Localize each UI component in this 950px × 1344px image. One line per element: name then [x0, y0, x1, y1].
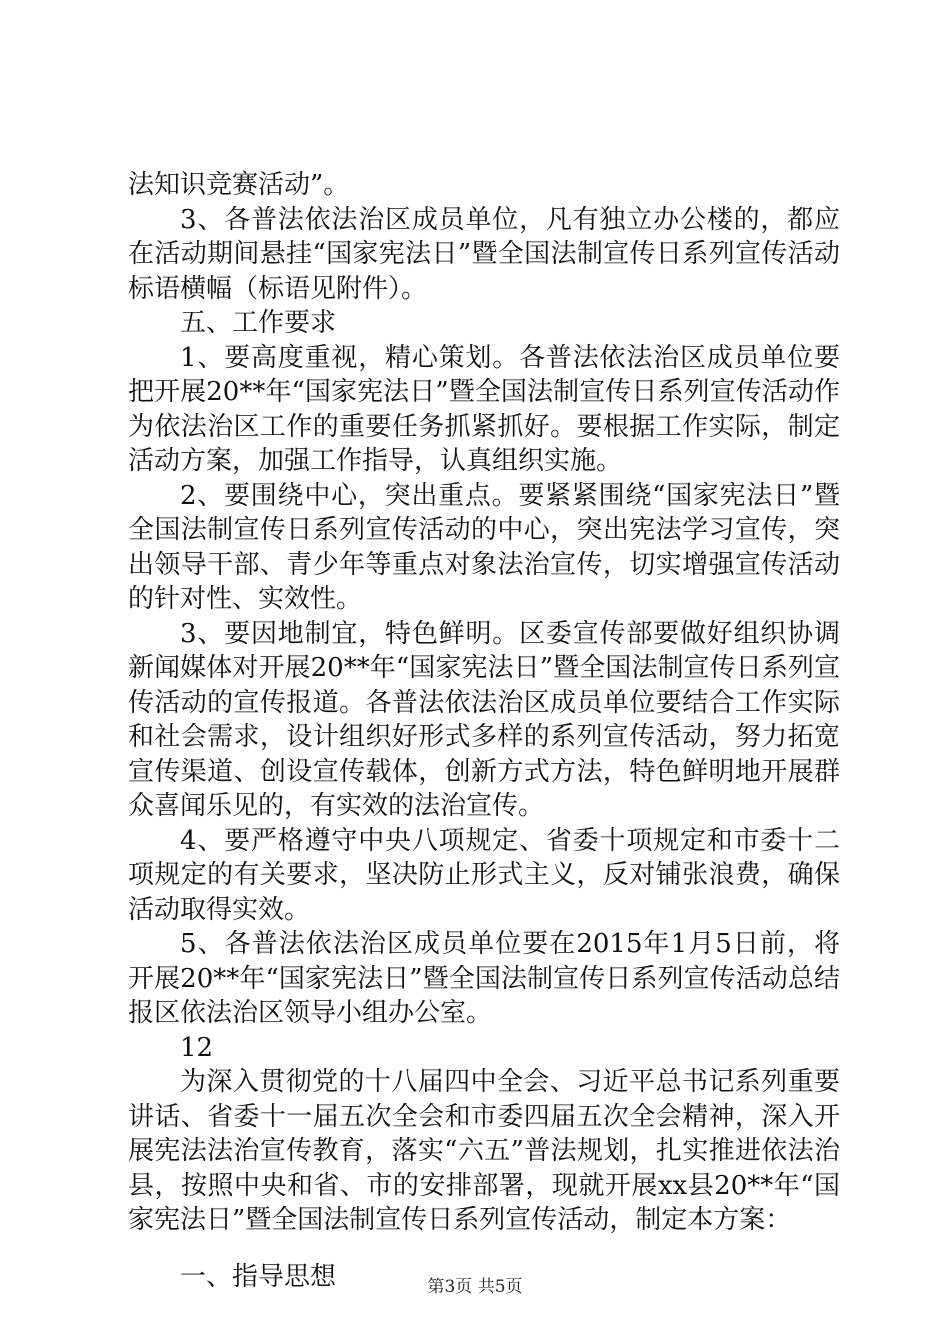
paragraph-number-12: 12	[180, 1032, 214, 1063]
paragraph-item-3-banners: 3、各普法依法治区成员单位，凡有独立办公楼的，都应在活动期间悬挂“国家宪法日”暨全国法制宣传日系列宣传活动标语横幅（标语见附件）。	[128, 204, 840, 304]
paragraph-continuation: 法知识竞赛活动”。	[128, 170, 350, 200]
paragraph-requirement-2: 2、要围绕中心，突出重点。要紧紧围绕“国家宪法日”暨全国法制宣传日系列宣传活动的中心，突出宪法学习宣传，突出领导干部、青少年等重点对象法治宣传，切实增强宣传活动的针对性、实效性。	[128, 480, 840, 614]
paragraph-requirement-1: 1、要高度重视，精心策划。各普法依法治区成员单位要把开展20**年“国家宪法日”暨全国法制宣传日系列宣传活动作为依法治区工作的重要任务抓紧抓好。要根据工作实际，制定活动方案，加强工作指导，认真组织实施。	[128, 342, 840, 476]
paragraph-requirement-3: 3、要因地制宜，特色鲜明。区委宣传部要做好组织协调新闻媒体对开展20**年“国家宪法日”暨全国法制宣传日系列宣传活动的宣传报道。各普法依法治区成员单位要结合工作实际和社会需求，设计组织好形式多样的系列宣传活动，努力拓宽宣传渠道、创设宣传载体，创新方式方法，特色鲜明地开展群众喜闻乐见的，有实效的法治宣传。	[128, 618, 840, 821]
paragraph-intro: 为深入贯彻党的十八届四中全会、习近平总书记系列重要讲话、省委十一届五次全会和市委四届五次全会精神，深入开展宪法法治宣传教育，落实“六五”普法规划，扎实推进依法治县，按照中央和省、市的安排部署，现就开展xx县20**年“国家宪法日”暨全国法制宣传日系列宣传活动，制定本方案：	[128, 1067, 840, 1235]
document-body	[128, 168, 840, 1294]
section-heading-guiding-ideology: 一、指导思想	[180, 1261, 337, 1292]
paragraph-requirement-5: 5、各普法依法治区成员单位要在2015年1月5日前，将开展20**年“国家宪法日”暨全国法制宣传日系列宣传活动总结报区依法治区领导小组办公室。	[128, 929, 840, 1028]
paragraph-requirement-4: 4、要严格遵守中央八项规定、省委十项规定和市委十二项规定的有关要求，坚决防止形式主义，反对铺张浪费，确保活动取得实效。	[128, 825, 840, 925]
page-footer: 第3页 共5页	[427, 1277, 523, 1297]
section-heading-work-requirements: 五、工作要求	[180, 308, 337, 338]
